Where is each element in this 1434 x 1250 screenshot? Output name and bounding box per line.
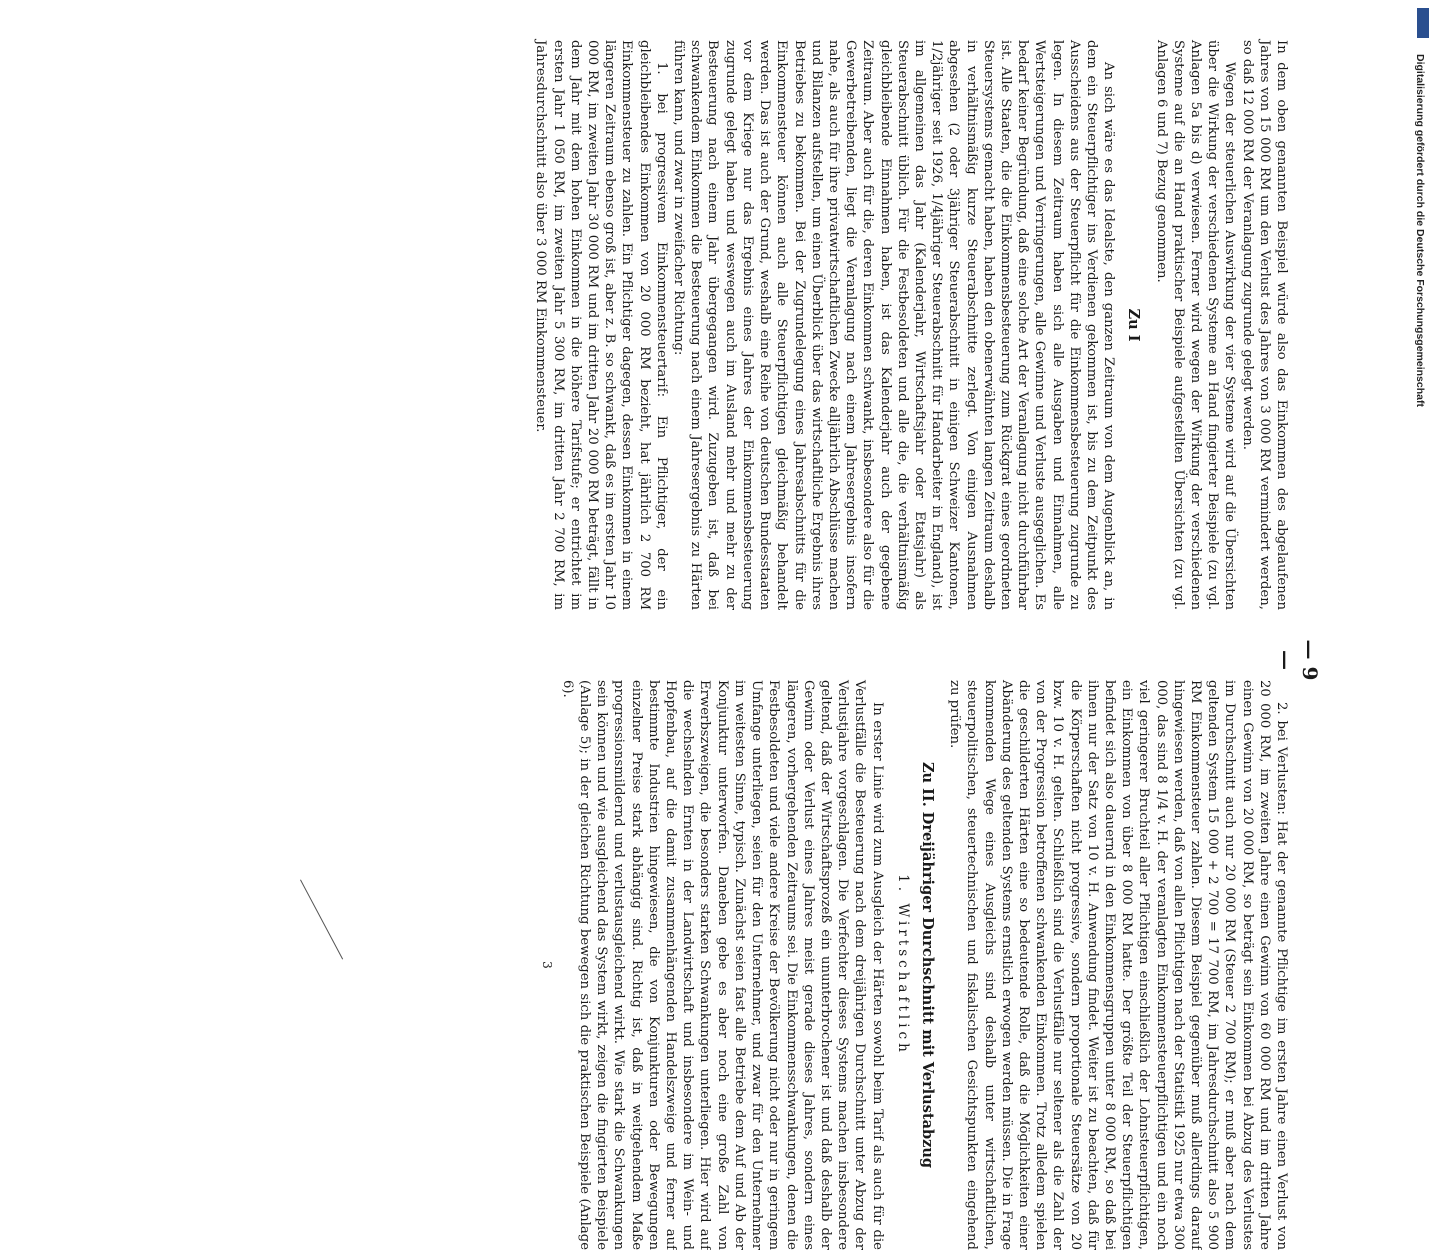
text-column-first bbox=[532, 40, 1290, 610]
paragraph: Wegen der steuerlichen Auswirkung der vier Systeme wird auf die Übersichten über die Wirkung der verschiedenen Systeme an Hand fingierter Beispiele (zu vgl. Anlagen 5a bis d) verwiesen. Ferner wird wegen der Wirkung der verschiedenen Systeme auf die an Hand praktischer Beispiele aufgestellten Übersichten (zu vgl. Anlagen 6 und 7) Bezug genommen. bbox=[1153, 40, 1238, 610]
paragraph: In dem oben genannten Beispiel würde also das Einkommen des abgelaufenen Jahres von 15 000 RM um den Verlust des Jahres von 3 000 RM vermindert werden, so daß 12 000 RM der Veranlagung zugrunde gelegt werden. bbox=[1239, 40, 1289, 610]
section-heading: Zu II. Dreijähriger Durchschnitt mit Verlustabzug bbox=[918, 761, 936, 1169]
paragraph: In erster Linie wird zum Ausgleich der Härten sowohl beim Tarif als auch für die Verlustfälle die Besteuerung nach dem dreijährigen Durchschnitt unter Abzug der Verlustjahre vorgeschlagen. Die Verfechter dieses Systems machen insbesondere geltend, daß der Wirtschaftsprozeß ein ununterbrochener ist und daß deshalb der Gewinn oder Verlust eines Jahres meist gerade dieses Jahres, sondern eines längeren, vorhergehenden Zeitraums sei. Die Einkommensschwankungen, denen die Festbesoldeten und viele andere Kreise der Bevölkerung nicht oder nur in geringem Umfange unterliegen, seien für den Unternehmer, und zwar für den Unternehmer im weitesten Sinne, typisch. Zunächst seien fast alle Betriebe dem Auf und Ab der Konjunktur unterworfen. Daneben gebe es aber noch eine große Zahl von Erwerbszweigen, die besonders starken Schwankungen unterliegen. Hier wird auf die wechselnden Ernten in der Landwirtschaft und insbesondere im Wein- und Hopfenbau, auf die damit zusammenhängenden Handelszweige und ferner auf bestimmte Industrien hingewiesen, die von Konjunkturen oder Bewegungen einzelner Preise stark abhängig sind. Richtig ist, daß in weitgehendem Maße progressionsmildernd und verlustausgleichend wirkt. Wie stark die Schwankungen sein können und wie ausgleichend das System wirkt, zeigen die fingierten Beispiele (Anlage 5); in der gleichen Richtung bewegen sich die praktischen Beispiele (Anlage 6). bbox=[559, 680, 885, 1250]
paragraph: 1. bei progressivem Einkommensteuertarif: Ein Pflichtiger, der ein gleichbleibendes Einkommen von 20 000 RM bezieht, hat jährlich 2 700 RM Einkommensteuer zu zahlen. Ein Pflichtiger dagegen, dessen Einkommen in einem längeren Zeitraum ebenso groß ist, aber z. B. so schwankt, daß es im ersten Jahr 10 000 RM, im zweiten Jahr 30 000 RM und im dritten Jahr 20 000 RM beträgt, fällt in dem Jahr mit dem hohen Einkommen in die höhere Tarifstufe; er entrichtet im ersten Jahr 1 050 RM, im zweiten Jahr 5 300 RM, im dritten Jahr 2 700 RM, im Jahresdurchschnitt also über 3 000 RM Einkommensteuer. bbox=[533, 40, 669, 610]
text-column-second bbox=[537, 680, 1290, 1250]
signature-mark: 3 bbox=[539, 961, 554, 969]
scanned-page bbox=[100, 40, 1322, 1250]
subsection-heading: 1. Wirtschaftlich bbox=[894, 874, 911, 1056]
section-heading: Zu I bbox=[1125, 308, 1143, 342]
digitization-credit bbox=[1412, 14, 1428, 704]
page-number: — 9 — bbox=[1274, 639, 1322, 681]
paragraph: 2. bei Verlusten: Hat der genannte Pflichtige im ersten Jahre einen Verlust von 20 000 RM, im zweiten Jahre einen Gewinn von 60 000 RM und im dritten Jahre einen Gewinn von 20 000 RM, so beträgt sein Einkommen bei Abzug des Verlustes im Durchschnitt auch nur 20 000 RM (Steuer 2 700 RM); er muß aber nach dem geltenden System 15 000 + 2 700 = 17 700 RM, im Jahresdurchschnitt also 5 900 RM Einkommensteuer zahlen. Diesem Beispiel gegenüber muß allerdings darauf hingewiesen werden, daß von allen Pflichtigen nach der Statistik 1925 nur etwa 300 000, das sind 8 1/4 v. H. der veranlagten Einkommensteuerpflichtigen und ein noch viel geringerer Bruchteil aller Pflichtigen einschließlich der Lohnsteuerpflichtigen, ein Einkommen von über 8 000 RM hatte. Der größte Teil der Steuerpflichtigen befindet sich also dauernd in den Einkommensgruppen unter 8 000 RM, so daß bei ihnen nur der Satz von 10 v. H. Anwendung findet. Weiter ist zu beachten, daß für die Körperschaften nicht progressive, sondern proportionale Steuersätze von 20 bzw. 10 v. H. gelten. Schließlich sind die Verlustfälle nur seltener als die Zahl der von der Progression betroffenen schwankenden Einkommen. Trotz alledem spielen die geschilderten Härten eine so bedeutende Rolle, daß die Möglichkeiten einer Abänderung des geltenden Systems ernstlich erwogen werden müssen. Die in Frage kommenden Wege eines Ausgleichs sind deshalb unter wirtschaftlichen, steuerpolitischen, steuertechnischen und fiskalischen Gesichtspunkten eingehend zu prüfen. bbox=[947, 680, 1289, 1250]
paragraph: An sich wäre es das Idealste, den ganzen Zeitraum von dem Augenblick an, in dem ein Steuerpflichtiger ins Verdienen gekommen ist, bis zu dem Zeitpunkt des Ausscheidens aus der Steuerpflicht für die Einkommensbesteuerung zugrunde zu legen. In diesem Zeitraum haben sich alle Ausgaben und Einnahmen, alle Wertsteigerungen und Verringerungen, alle Gewinne und Verluste ausgeglichen. Es bedarf keiner Begründung, daß eine solche Art der Veranlagung nicht durchführbar ist. Alle Staaten, die die Einkommensbesteuerung zum Rückgrat eines geordneten Steuersystems gemacht haben, haben den obenerwähnten langen Zeitraum deshalb in verhältnismäßig kurze Steuerabschnitte zerlegt. Von einigen Ausnahmen abgesehen (2 oder 3jähriger Steuerabschnitt in einigen Schweizer Kantonen, 1/2jähriger seit 1926, 1/4jähriger Steuerabschnitt für Handarbeiter in England), ist im allgemeinen das Jahr (Kalenderjahr, Wirtschaftsjahr oder Etatsjahr) als Steuerabschnitt üblich. Für die Festbesoldeten und alle die, die verhältnismäßig gleichbleibende Einnahmen haben, ist das Kalenderjahr auch der gegebene Zeitraum. Aber auch für die, deren Einkommen schwankt, insbesondere also für die Gewerbetreibenden, liegt die Veranlagung nach einem Jahresergebnis insofern nahe, als auch für ihre privatwirtschaftlichen Zwecke alljährlich Abschlüsse machen und Bilanzen aufstellen, um einen Überblick über das wirtschaftliche Ergebnis ihres Betriebes zu bekommen. Bei der Zugrundelegung eines Jahresabschnitts für die Einkommensteuer können auch alle Steuerpflichtigen gleichmäßig behandelt werden. Das ist auch der Grund, weshalb eine Reihe von deutschen Bundesstaaten vor dem Kriege nur das Ergebnis eines Jahres der Einkommensbesteuerung zugrunde gelegt haben und weswegen auch im Ausland mehr und mehr zu der Besteuerung nach einem Jahr übergegangen wird. Zuzugeben ist, daß bei schwankendem Einkommen die Besteuerung nach einem Jahresergebnis zu Härten führen kann, und zwar in zweifacher Richtung: bbox=[671, 40, 1117, 610]
credit-text: Digitalisierung gefördert durch die Deutsche Forschungsgemeinschaft bbox=[1414, 54, 1426, 407]
